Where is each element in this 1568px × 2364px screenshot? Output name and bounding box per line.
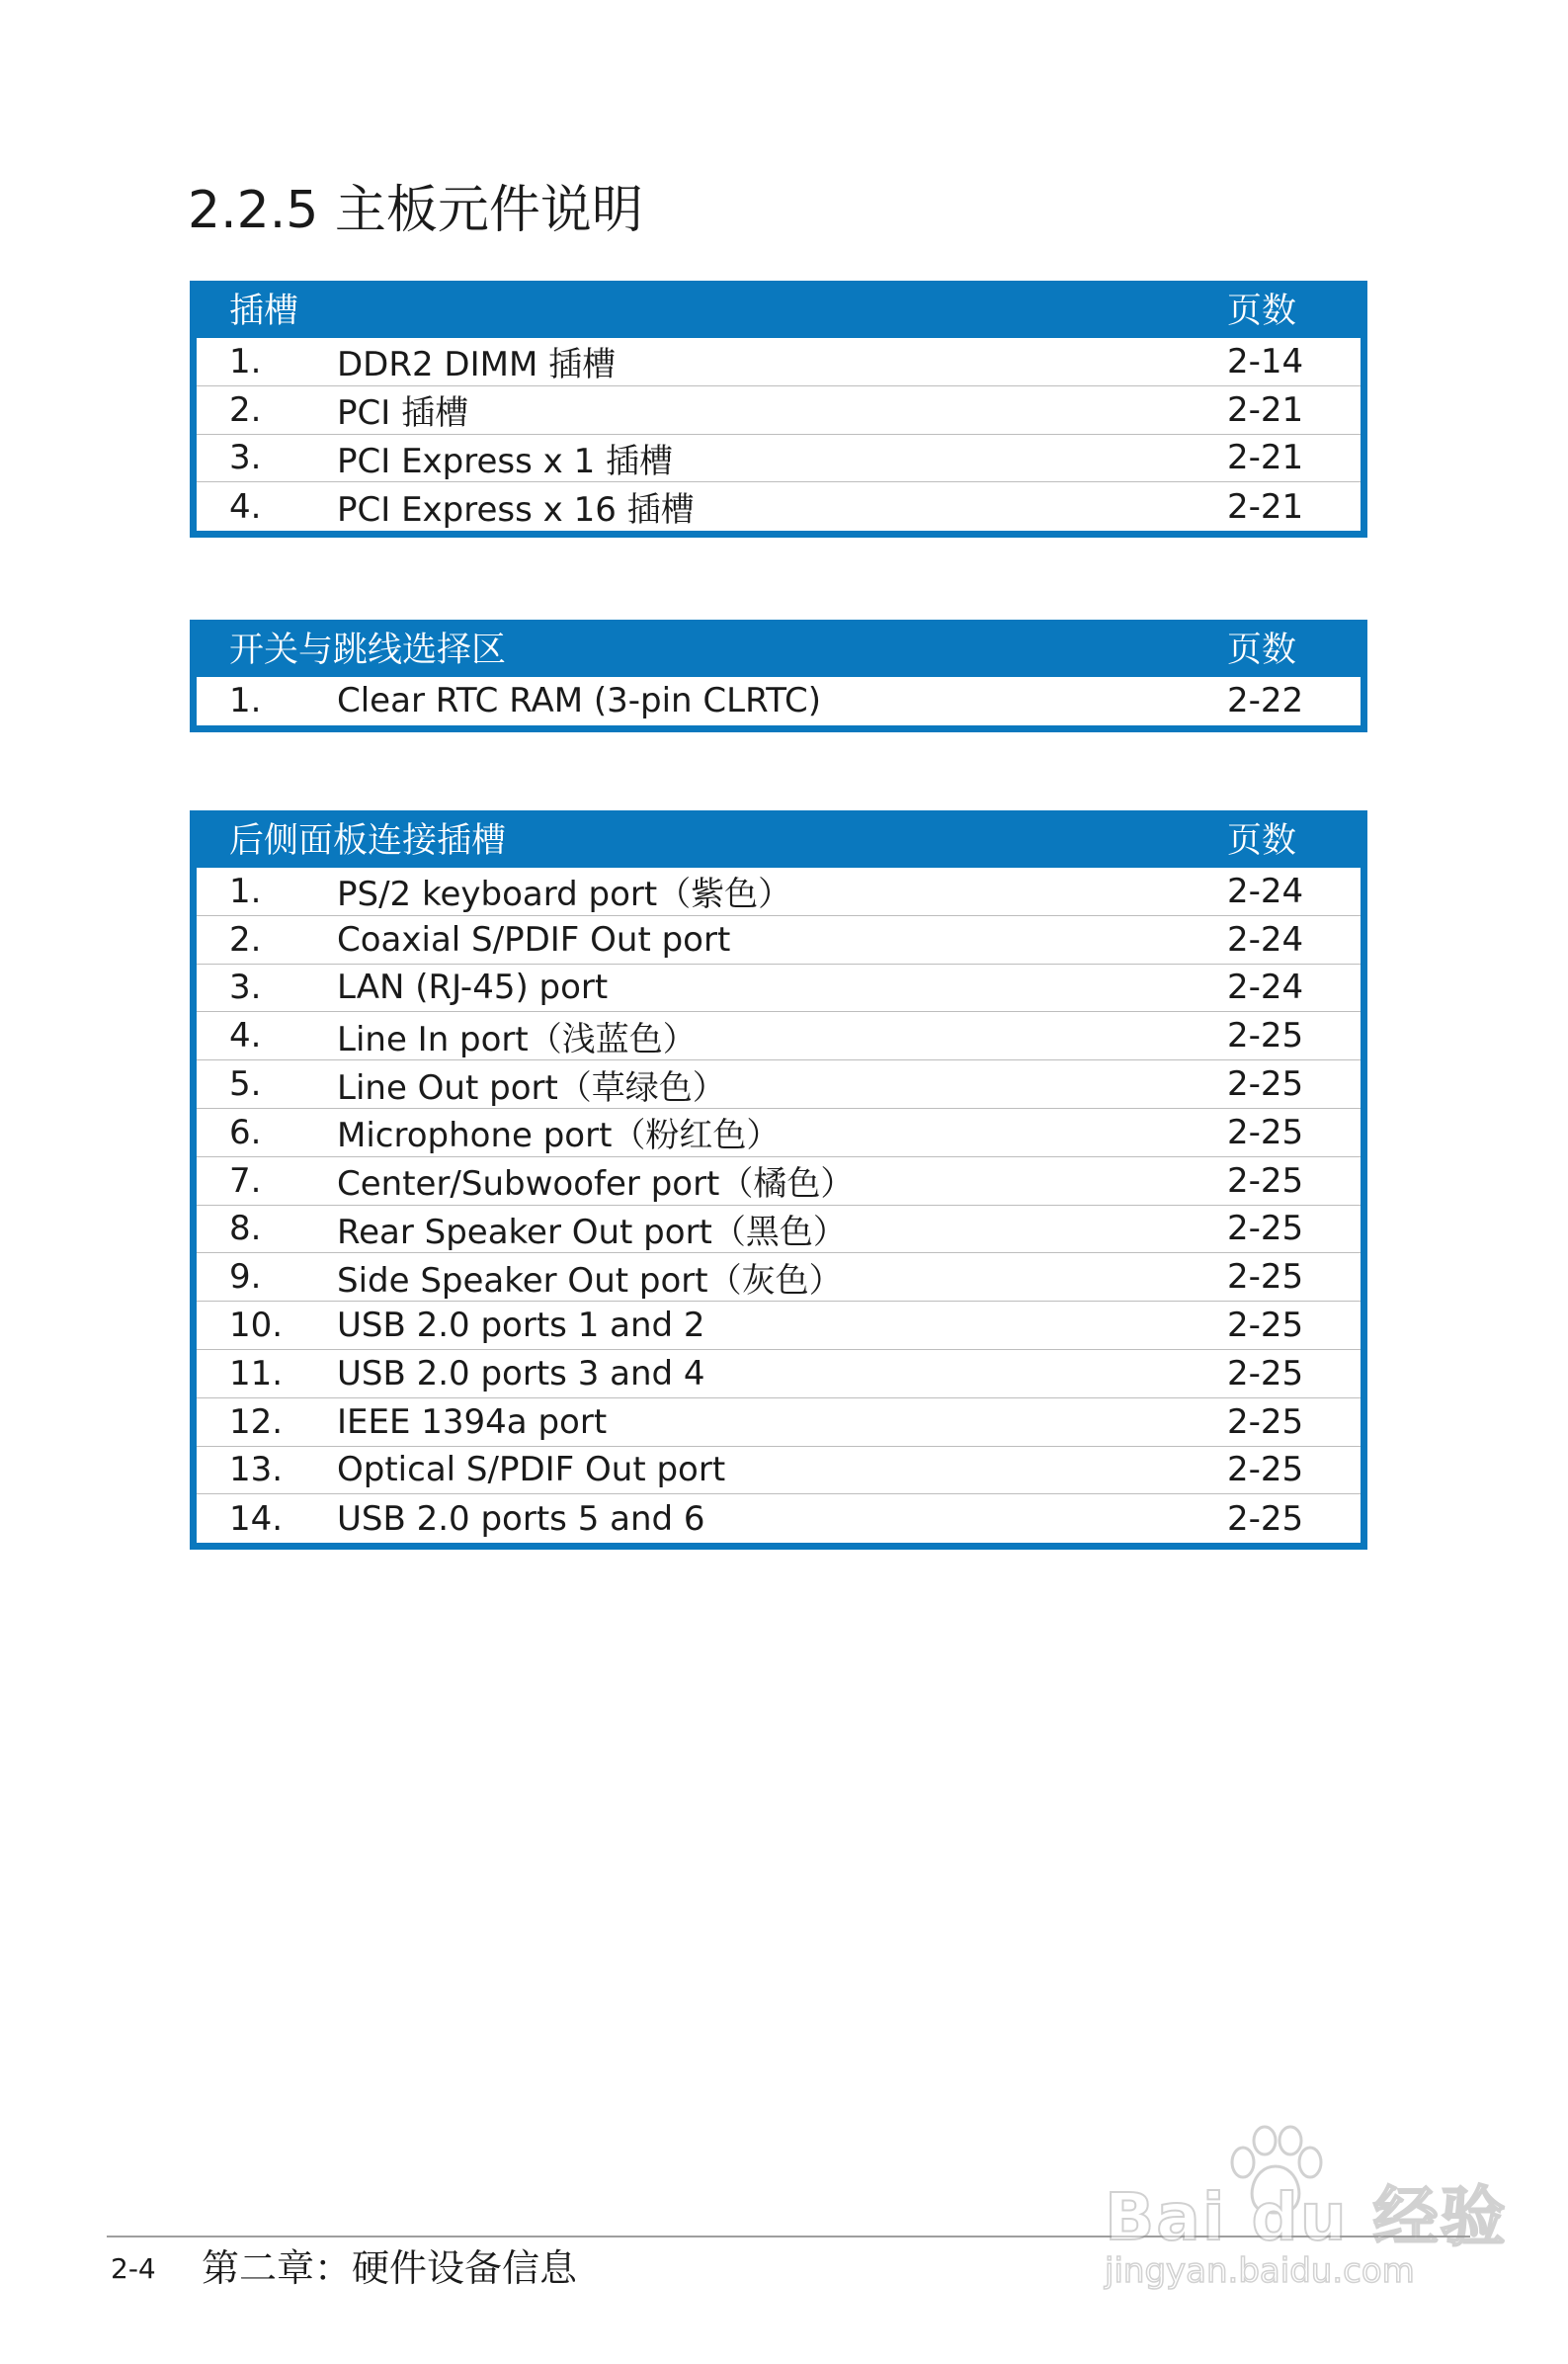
row-page-ref: 2-22 [1227,681,1304,721]
row-page-ref: 2-24 [1227,871,1304,911]
row-page-ref: 2-24 [1227,919,1304,960]
row-item-name: Microphone port（粉红色） [337,1116,781,1156]
table-row [197,1060,1361,1109]
row-item-name: Side Speaker Out port（灰色） [337,1260,843,1301]
table-row [197,1157,1361,1206]
row-page-ref: 2-21 [1227,389,1304,430]
table-row [197,916,1361,965]
row-page-ref: 2-14 [1227,341,1304,381]
row-page-ref: 2-25 [1227,1498,1304,1539]
row-number: 7. [229,1160,262,1201]
row-item-name: Line Out port（草绿色） [337,1067,726,1108]
row-item-name: Line In port（浅蓝色） [337,1019,697,1059]
row-number: 2. [229,389,262,430]
row-item-name: Coaxial S/PDIF Out port [337,919,731,960]
row-item-name: PCI Express x 1 插槽 [337,442,674,481]
row-number: 3. [229,968,262,1008]
table-row [197,1302,1361,1350]
row-item-name: USB 2.0 ports 1 and 2 [337,1306,705,1346]
row-page-ref: 2-25 [1227,1306,1304,1346]
row-item-name: IEEE 1394a port [337,1401,608,1442]
table-row [197,965,1361,1013]
switches-jumpers-table [190,620,1367,732]
table-row [197,482,1361,531]
row-number: 1. [229,341,262,381]
row-number: 1. [229,681,262,721]
row-item-name: Clear RTC RAM (3-pin CLRTC) [337,681,822,721]
row-page-ref: 2-25 [1227,1353,1304,1393]
row-page-ref: 2-25 [1227,1450,1304,1490]
table-header [197,281,1361,338]
row-number: 4. [229,486,262,527]
row-item-name: PCI 插槽 [337,393,469,434]
row-number: 2. [229,919,262,960]
row-number: 6. [229,1112,262,1152]
row-number: 11. [229,1353,284,1393]
row-item-name: USB 2.0 ports 5 and 6 [337,1498,705,1539]
baidu-jingyan-watermark [1105,2125,1508,2322]
row-page-ref: 2-21 [1227,486,1304,527]
row-item-name: Rear Speaker Out port（黑色） [337,1212,847,1252]
table-header-page: 页数 [1227,821,1297,861]
footer-page-number: 2-4 [111,2252,156,2285]
page-title: 2.2.5 主板元件说明 [188,181,643,240]
table-row [197,1447,1361,1495]
row-number: 9. [229,1257,262,1298]
row-page-ref: 2-25 [1227,1016,1304,1056]
row-number: 4. [229,1016,262,1056]
table-row [197,868,1361,916]
table-header-title: 插槽 [229,292,299,331]
row-number: 12. [229,1401,284,1442]
table-row [197,1253,1361,1302]
row-item-name: PS/2 keyboard port（紫色） [337,875,792,915]
table-row [197,338,1361,386]
table-header-title: 后侧面板连接插槽 [229,821,507,861]
row-page-ref: 2-21 [1227,438,1304,478]
row-number: 13. [229,1450,284,1490]
row-number: 10. [229,1306,284,1346]
row-item-name: Optical S/PDIF Out port [337,1450,726,1490]
row-item-name: USB 2.0 ports 3 and 4 [337,1353,705,1393]
row-number: 14. [229,1498,284,1539]
row-number: 1. [229,871,262,911]
rear-panel-connectors-table [190,810,1367,1550]
row-page-ref: 2-25 [1227,1112,1304,1152]
row-item-name: LAN (RJ-45) port [337,968,609,1008]
footer-chapter-title: 第二章：硬件设备信息 [202,2246,578,2290]
row-number: 8. [229,1209,262,1249]
table-header-title: 开关与跳线选择区 [229,631,507,670]
slots-table [190,281,1367,538]
row-page-ref: 2-24 [1227,968,1304,1008]
row-item-name: PCI Express x 16 插槽 [337,490,695,531]
row-number: 5. [229,1064,262,1105]
table-row [197,1494,1361,1543]
table-row [197,386,1361,435]
row-page-ref: 2-25 [1227,1209,1304,1249]
table-row [197,1398,1361,1447]
table-row [197,1109,1361,1157]
row-page-ref: 2-25 [1227,1401,1304,1442]
table-row [197,435,1361,483]
table-row [197,677,1361,725]
row-page-ref: 2-25 [1227,1160,1304,1201]
table-header [197,810,1361,868]
table-row [197,1206,1361,1254]
watermark-url: jingyan.baidu.com [1105,2251,1415,2291]
row-page-ref: 2-25 [1227,1064,1304,1105]
table-row [197,1350,1361,1398]
table-row [197,1012,1361,1060]
table-header-page: 页数 [1227,292,1297,331]
table-header [197,620,1361,677]
row-item-name: Center/Subwoofer port（橘色） [337,1164,855,1205]
row-item-name: DDR2 DIMM 插槽 [337,345,617,385]
row-page-ref: 2-25 [1227,1257,1304,1298]
table-header-page: 页数 [1227,631,1297,670]
watermark-logo: Bai du 经验 [1105,2179,1508,2255]
row-number: 3. [229,438,262,478]
